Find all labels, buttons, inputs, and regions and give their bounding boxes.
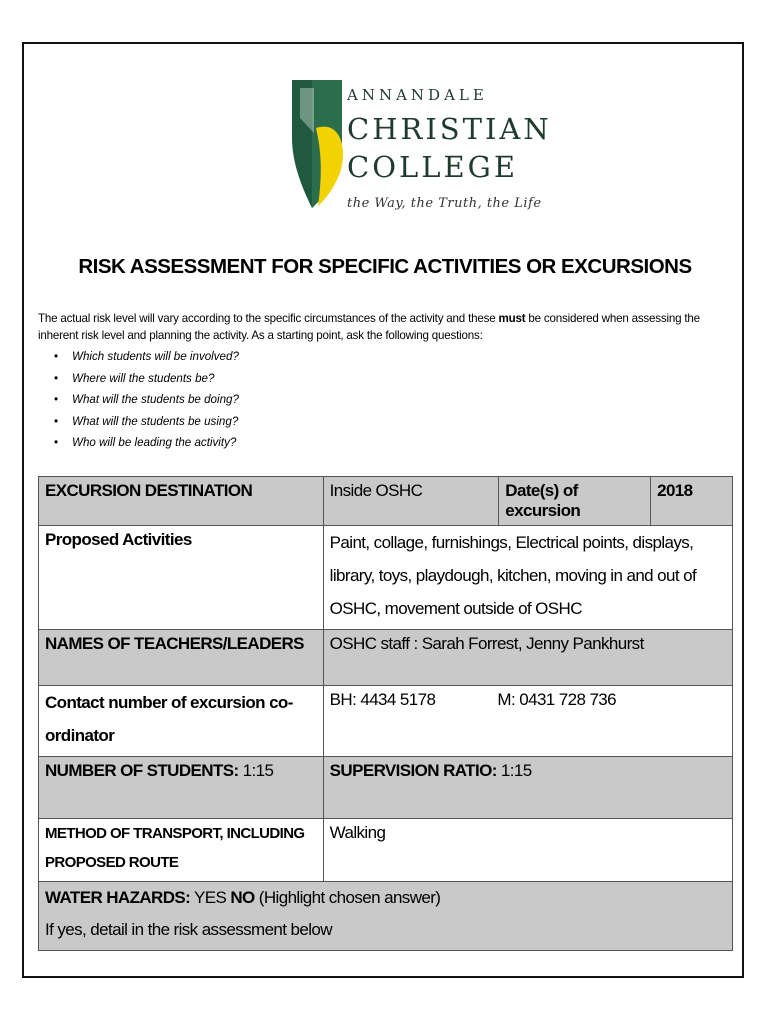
ratio-cell bbox=[323, 757, 732, 819]
dates-value: 2018 bbox=[651, 477, 733, 526]
destination-label: EXCURSION DESTINATION bbox=[39, 477, 324, 526]
table-row bbox=[39, 819, 733, 882]
intro-text-1: The actual risk level will vary according to the specific circumstances of the activity and these bbox=[38, 312, 499, 325]
contact-bh: BH: 4434 5178 bbox=[329, 690, 436, 709]
shield-icon bbox=[290, 78, 350, 218]
water-yes: YES bbox=[190, 888, 231, 907]
table-row bbox=[39, 630, 733, 686]
question-list bbox=[52, 346, 239, 454]
logo-line-3: COLLEGE bbox=[347, 150, 518, 184]
table-row bbox=[39, 477, 733, 526]
leaders-value: OSHC staff : Sarah Forrest, Jenny Pankhurst bbox=[323, 630, 732, 686]
list-item: • Which students will be involved? bbox=[52, 346, 239, 368]
water-label: WATER HAZARDS: bbox=[45, 888, 191, 907]
list-item: • What will the students be doing? bbox=[52, 389, 239, 411]
transport-value: Walking bbox=[323, 819, 732, 882]
students-value: 1:15 bbox=[238, 761, 274, 780]
logo-line-2: CHRISTIAN bbox=[347, 112, 552, 146]
students-cell bbox=[39, 757, 324, 819]
list-item: • What will the students be using? bbox=[52, 411, 239, 433]
page-title: RISK ASSESSMENT FOR SPECIFIC ACTIVITIES OR EXCURSIONS bbox=[78, 255, 692, 278]
contact-value bbox=[323, 686, 732, 757]
ratio-value: 1:15 bbox=[496, 761, 532, 780]
students-label: NUMBER OF STUDENTS: bbox=[45, 761, 239, 780]
logo-tagline: the Way, the Truth, the Life bbox=[347, 196, 542, 211]
transport-label: METHOD OF TRANSPORT, INCLUDING PROPOSED ROUTE bbox=[39, 819, 324, 882]
college-logo bbox=[290, 78, 552, 218]
contact-mobile: M: 0431 728 736 bbox=[497, 690, 617, 709]
table-row bbox=[39, 757, 733, 819]
table-row bbox=[39, 882, 733, 951]
table-row bbox=[39, 526, 733, 630]
activities-label: Proposed Activities bbox=[39, 526, 324, 630]
list-item: • Who will be leading the activity? bbox=[52, 432, 239, 454]
dates-label: Date(s) of excursion bbox=[499, 477, 651, 526]
water-hint: (Highlight chosen answer) bbox=[254, 888, 441, 907]
destination-value: Inside OSHC bbox=[323, 477, 499, 526]
water-no: NO bbox=[230, 888, 255, 907]
ratio-label: SUPERVISION RATIO: bbox=[329, 761, 497, 780]
intro-text-2: be considered when assessing the inherent risk level and planning the activity. As a starting point, ask the following questions: bbox=[38, 312, 700, 342]
excursion-table bbox=[38, 476, 733, 951]
leaders-label: NAMES OF TEACHERS/LEADERS bbox=[39, 630, 324, 686]
contact-label: Contact number of excursion co-ordinator bbox=[39, 686, 324, 757]
logo-line-1: ANNANDALE bbox=[347, 86, 488, 104]
table-row bbox=[39, 686, 733, 757]
intro-paragraph bbox=[38, 310, 738, 344]
activities-value: Paint, collage, furnishings, Electrical points, displays, library, toys, playdough, kitchen, moving in and out of OSHC, movement outside of OSHC bbox=[323, 526, 732, 630]
water-hazards-cell bbox=[39, 882, 733, 951]
list-item: • Where will the students be? bbox=[52, 368, 239, 390]
intro-bold-word: must bbox=[498, 312, 526, 325]
water-detail: If yes, detail in the risk assessment below bbox=[45, 920, 332, 939]
